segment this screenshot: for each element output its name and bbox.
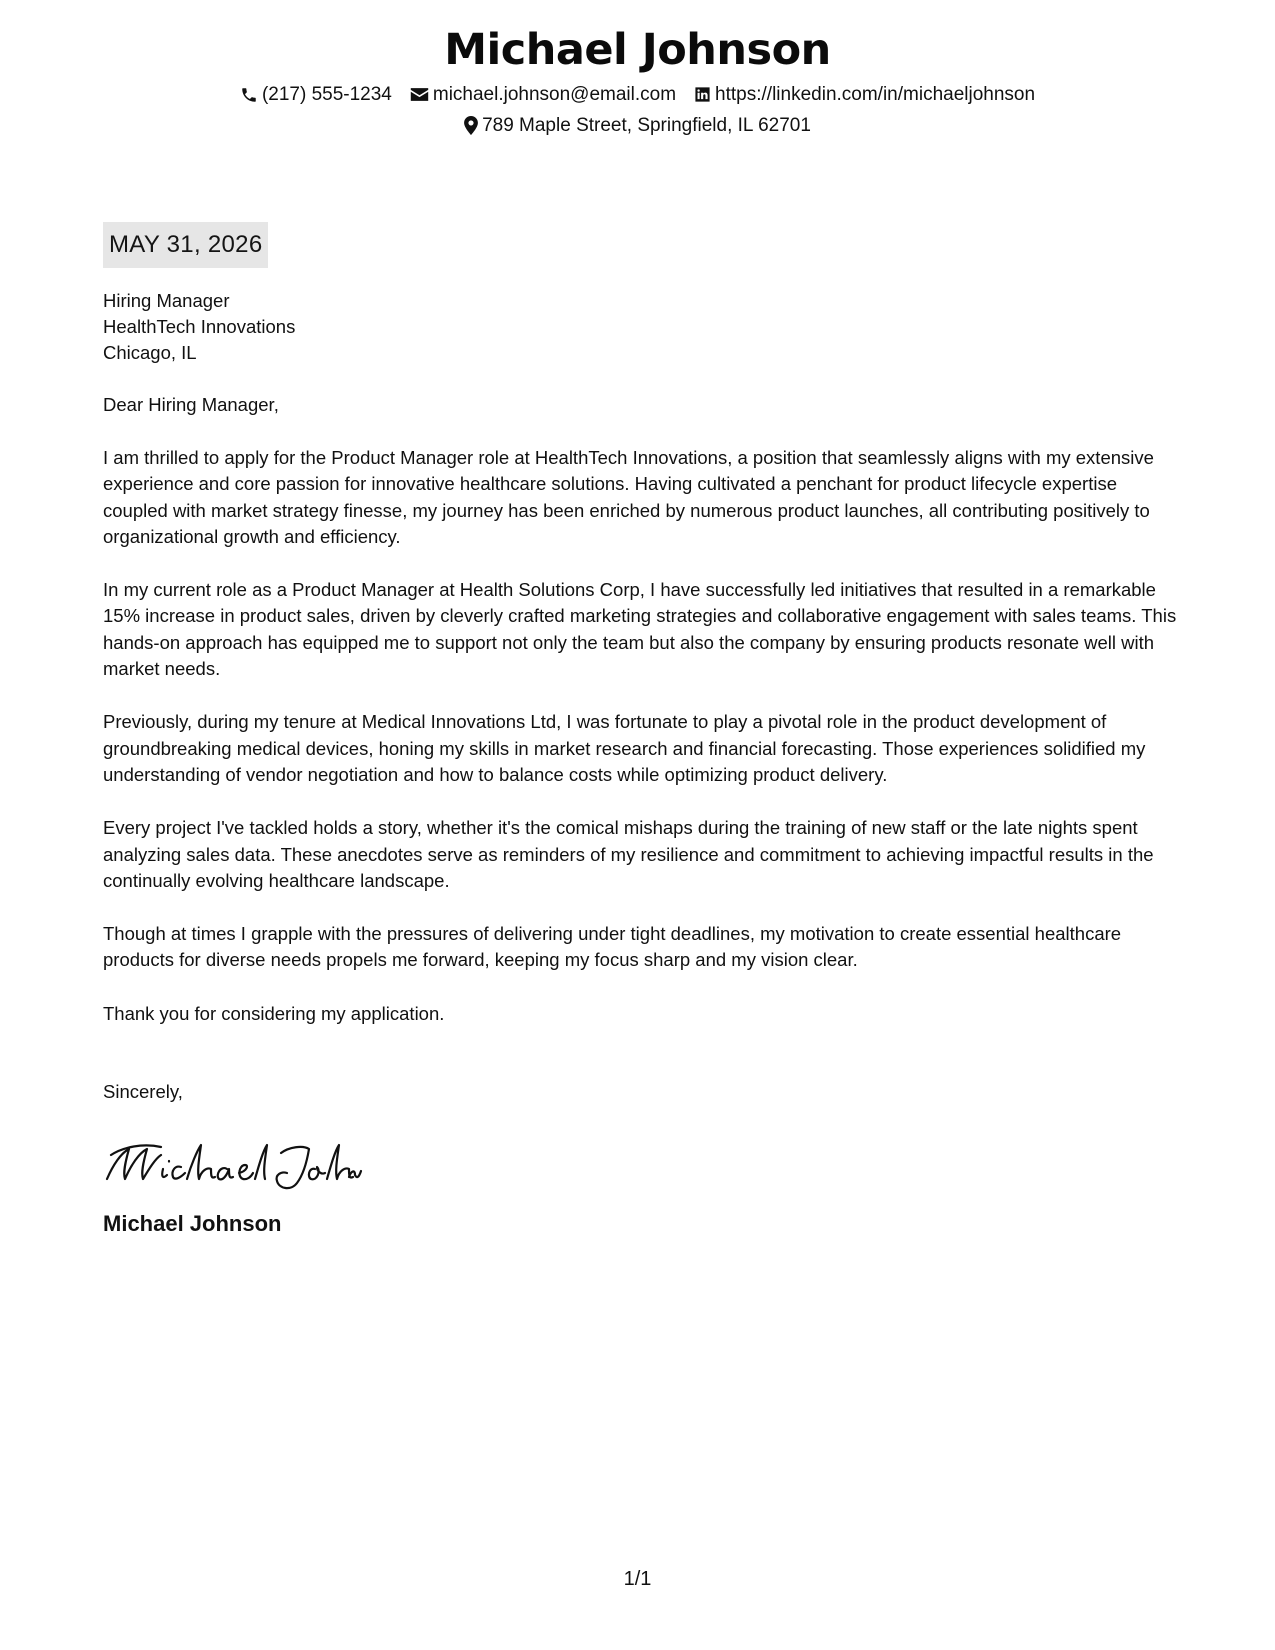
page-number: 1/1 (623, 1568, 652, 1590)
body-paragraph: Every project I've tackled holds a story, whether it's the comical mishaps during the training of new staff or the late nights spent analyzing sales data. These anecdotes serve as reminders of my resilience and commitment to achieving impactful results in the continually evolving healthcare landscape. (103, 817, 1154, 891)
handwritten-signature (103, 1135, 363, 1191)
contact-phone (240, 82, 392, 107)
contact-linkedin[interactable] (694, 82, 1035, 107)
contact-row (0, 82, 1275, 107)
recipient-title: Hiring Manager (103, 290, 230, 311)
letter-date: MAY 31, 2026 (103, 222, 268, 268)
salutation: Dear Hiring Manager, (103, 394, 279, 415)
contact-address (464, 113, 811, 138)
linkedin-icon (694, 86, 711, 103)
signer-name: Michael Johnson (103, 1210, 282, 1236)
address-row (0, 113, 1275, 138)
letter-header (0, 18, 1275, 138)
linkedin-text: https://linkedin.com/in/michaeljohnson (715, 84, 1036, 105)
body-paragraph: I am thrilled to apply for the Product Manager role at HealthTech Innovations, a position that seamlessly aligns with my extensive experience and core passion for innovative healthcare solutions. Having cultivated a penchant for product lifecycle expertise coupled with market strategy finesse, my journey has been enriched by numerous product launches, all contributing positively to organizational growth and efficiency. (103, 447, 1154, 547)
address-text: 789 Maple Street, Springfield, IL 62701 (482, 115, 811, 136)
recipient-block (103, 288, 1178, 366)
phone-icon (240, 86, 258, 104)
thanks-line: Thank you for considering my application. (103, 1002, 445, 1024)
contact-email[interactable] (410, 82, 676, 107)
body-paragraph: In my current role as a Product Manager at Health Solutions Corp, I have successfully led initiatives that resulted in a remarkable 15% increase in product sales, driven by cleverly crafted marketing strategies and collaborative engagement with sales teams. This hands-on approach has equipped me to support not only the team but also the company by ensuring products resonate well with market needs. (103, 579, 1177, 680)
envelope-icon (410, 87, 429, 102)
email-text: michael.johnson@email.com (432, 84, 677, 105)
map-pin-icon (464, 116, 478, 135)
body-paragraph: Though at times I grapple with the pressures of delivering under tight deadlines, my motivation to create essential healthcare products for diverse needs propels me forward, keeping my focus sharp and my vision clear. (103, 923, 1122, 971)
recipient-company: HealthTech Innovations (103, 316, 296, 337)
recipient-location: Chicago, IL (103, 342, 197, 363)
closing: Sincerely, (103, 1080, 183, 1102)
applicant-name: Michael Johnson (444, 25, 831, 75)
letter-body (103, 222, 1178, 1239)
phone-text: (217) 555-1234 (261, 84, 392, 105)
body-paragraph: Previously, during my tenure at Medical Innovations Ltd, I was fortunate to play a pivotal role in the product development of groundbreaking medical devices, honing my skills in market research and financial forecasting. Those experiences solidified my understanding of vendor negotiation and how to balance costs while optimizing product delivery. (103, 711, 1146, 785)
